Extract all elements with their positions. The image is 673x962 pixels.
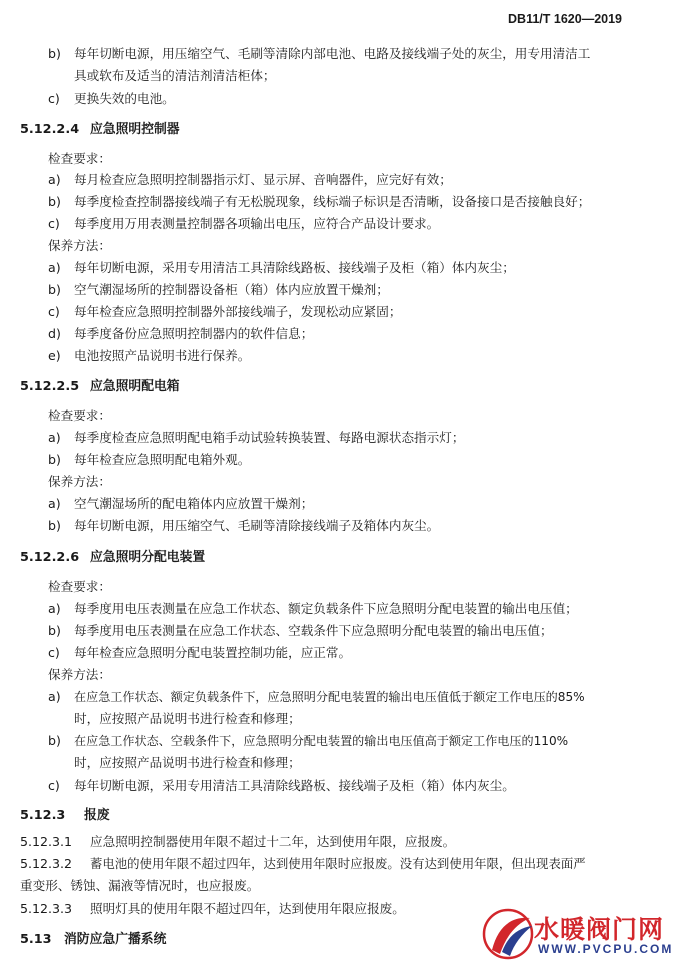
list-item-text: 每月检查应急照明控制器指示灯、显示屏、音响器件，应完好有效； [74,172,452,187]
list-item-text: 具或软布及适当的清洁剂清洁柜体； [74,68,276,83]
list-marker: a) [48,496,61,511]
section-number: 5.12.2.6 [20,550,80,565]
watermark-url: WWW.PVCPU.COM [538,942,673,956]
watermark-name: 水暖阀门网 [534,915,665,944]
list-item-text: 每季度用万用表测量控制器各项输出电压，应符合产品设计要求。 [74,216,440,231]
clause-text: 应急照明控制器使用年限不超过十二年，达到使用年限，应报废。 [90,834,456,849]
section-number: 5.12.3 [20,808,66,823]
list-item-text: 每年检查应急照明分配电装置控制功能，应正常。 [74,645,352,660]
subsection-label: 检查要求： [48,151,111,166]
clause-text: 蓄电池的使用年限不超过四年，达到使用年限时应报废。没有达到使用年限，但出现表面严 [90,856,586,871]
section-title: 应急照明配电箱 [90,379,180,394]
list-marker: b) [48,282,61,297]
list-item-text: 时，应按照产品说明书进行检查和修理； [74,755,301,770]
section-number: 5.12.2.5 [20,379,80,394]
list-marker: c) [48,778,60,793]
list-marker: b) [48,452,61,467]
list-item-text: 空气潮湿场所的配电箱体内应放置干燥剂； [74,496,314,511]
list-item-text: 每年切断电源，采用专用清洁工具清除线路板、接线端子及柜（箱）体内灰尘； [74,260,515,275]
watermark-logo [482,906,673,962]
list-marker: b) [48,194,61,209]
list-item-text: 每季度检查控制器接线端子有无松脱现象，线标端子标识是否清晰，设备接口是否接触良好； [74,194,591,209]
subsection-label: 保养方法： [48,474,111,489]
section-title: 应急照明分配电装置 [90,550,206,565]
list-item-text: 每季度检查应急照明配电箱手动试验转换装置、每路电源状态指示灯； [74,430,465,445]
list-marker: b) [48,623,61,638]
section-title: 应急照明控制器 [90,122,180,137]
list-marker: c) [48,91,60,106]
list-marker: b) [48,518,61,533]
list-marker: a) [48,689,61,704]
clause-number: 5.12.3.3 [20,901,73,916]
list-item-text: 每年切断电源，用压缩空气、毛刷等清除接线端子及箱体内灰尘。 [74,518,440,533]
list-item-text: 时，应按照产品说明书进行检查和修理； [74,711,301,726]
list-item-text: 每季度用电压表测量在应急工作状态、额定负载条件下应急照明分配电装置的输出电压值； [74,601,578,616]
list-item-text: 每年检查应急照明控制器外部接线端子，发现松动应紧固； [74,304,402,319]
list-item-text: 更换失效的电池。 [74,91,175,106]
subsection-label: 检查要求： [48,408,111,423]
list-marker: c) [48,216,60,231]
list-marker: b) [48,46,61,61]
list-marker: c) [48,304,60,319]
list-marker: a) [48,260,61,275]
section-number: 5.12.2.4 [20,122,80,137]
list-item-text: 每年检查应急照明配电箱外观。 [74,452,251,467]
clause-number: 5.12.3.1 [20,834,73,849]
clause-text: 重变形、锈蚀、漏液等情况时，也应报废。 [20,878,260,893]
list-item-text: 每年切断电源，采用专用清洁工具清除线路板、接线端子及柜（箱）体内灰尘。 [74,778,515,793]
list-item-text: 电池按照产品说明书进行保养。 [74,348,251,363]
list-marker: d) [48,326,61,341]
list-marker: c) [48,645,60,660]
list-item-text: 每年切断电源，用压缩空气、毛刷等清除内部电池、电路及接线端子处的灰尘，用专用清洁工 [74,46,591,61]
list-item-text: 空气潮湿场所的控制器设备柜（箱）体内应放置干燥剂； [74,282,389,297]
list-marker: e) [48,348,61,363]
subsection-label: 检查要求： [48,579,111,594]
section-title: 报废 [84,808,110,823]
standard-code: DB11/T 1620—2019 [508,12,622,26]
clause-number: 5.12.3.2 [20,856,73,871]
list-item-text: 在应急工作状态、额定负载条件下，应急照明分配电装置的输出电压值低于额定工作电压的85% [74,690,585,704]
subsection-label: 保养方法： [48,238,111,253]
subsection-label: 保养方法： [48,667,111,682]
list-marker: a) [48,601,61,616]
section-number: 5.13 [20,932,52,947]
list-marker: a) [48,430,61,445]
list-marker: a) [48,172,61,187]
clause-text: 照明灯具的使用年限不超过四年，达到使用年限应报废。 [90,901,405,916]
list-item-text: 每季度备份应急照明控制器内的软件信息； [74,326,314,341]
list-marker: b) [48,733,61,748]
section-title: 消防应急广播系统 [64,932,167,947]
list-item-text: 每季度用电压表测量在应急工作状态、空载条件下应急照明分配电装置的输出电压值； [74,623,553,638]
pv-logo-icon [482,906,538,962]
list-item-text: 在应急工作状态、空载条件下，应急照明分配电装置的输出电压值高于额定工作电压的110% [74,734,569,748]
